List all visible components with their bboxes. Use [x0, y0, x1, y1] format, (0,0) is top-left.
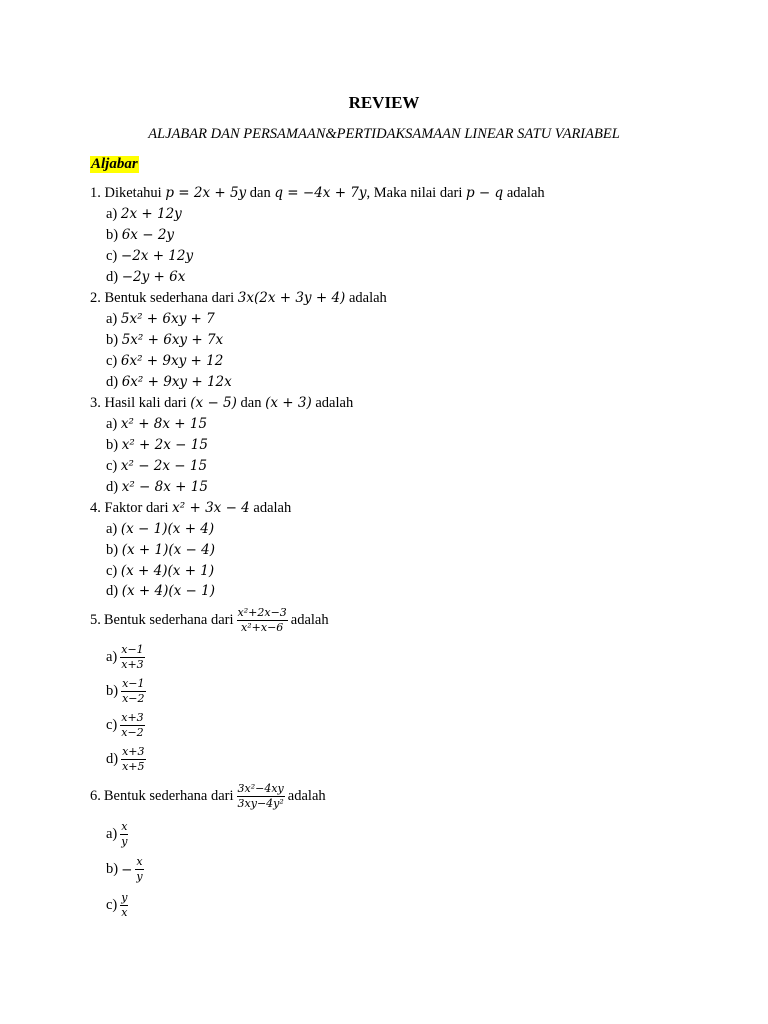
option-label: c) — [106, 353, 118, 369]
question-text: Faktor dari — [104, 500, 169, 516]
option-expression: (x + 4)(x + 1) — [120, 563, 215, 579]
fraction-numerator: x — [136, 855, 143, 868]
fraction-numerator: x — [121, 820, 128, 833]
answer-option[interactable] — [106, 437, 208, 454]
question-number: 4. — [90, 500, 101, 516]
fraction-expression — [120, 643, 144, 672]
fraction-expression — [237, 606, 288, 635]
fraction-expression — [121, 745, 145, 774]
option-label: d) — [106, 751, 119, 767]
question-text: Hasil kali dari — [104, 395, 187, 411]
answer-option[interactable] — [106, 248, 193, 265]
fraction-numerator: x+3 — [121, 711, 144, 724]
question-number: 3. — [90, 395, 101, 411]
option-expression: x² − 8x + 15 — [121, 479, 208, 495]
fraction-numerator: 3x²−4xy — [237, 782, 284, 795]
math-expression: (x − 5) — [190, 395, 237, 411]
option-expression: 5x² + 6xy + 7 — [120, 311, 215, 327]
question-number: 5. — [90, 612, 101, 628]
answer-option[interactable] — [106, 206, 182, 223]
answer-option[interactable] — [106, 416, 207, 433]
fraction-denominator: x+3 — [121, 658, 144, 671]
option-label: b) — [106, 332, 119, 348]
answer-option[interactable] — [106, 542, 215, 559]
option-label: d) — [106, 479, 119, 495]
question-1 — [90, 185, 545, 202]
option-label: a) — [106, 206, 118, 222]
answer-option[interactable] — [106, 711, 148, 740]
fraction-denominator: 3xy−4y² — [237, 797, 284, 810]
fraction-denominator: x−2 — [121, 726, 144, 739]
answer-option[interactable] — [106, 820, 131, 849]
option-label: c) — [106, 563, 118, 579]
option-label: b) — [106, 227, 119, 243]
option-expression: 5x² + 6xy + 7x — [121, 332, 224, 348]
option-expression: x² + 8x + 15 — [120, 416, 208, 432]
answer-option[interactable] — [106, 583, 215, 600]
option-expression: (x + 4)(x − 1) — [121, 583, 215, 599]
option-expression: 6x² + 9xy + 12x — [121, 374, 232, 390]
fraction-expression — [237, 782, 285, 811]
fraction-expression — [121, 677, 145, 706]
option-expression: (x − 1)(x + 4) — [120, 521, 215, 537]
option-label: d) — [106, 374, 119, 390]
question-4 — [90, 500, 291, 517]
option-expression: −2x + 12y — [120, 248, 194, 264]
math-expression: 3x(2x + 3y + 4) — [237, 290, 346, 306]
fraction-numerator: x−1 — [122, 677, 145, 690]
answer-option[interactable] — [106, 563, 214, 580]
question-text: adalah — [348, 290, 387, 306]
option-sign: − — [121, 861, 133, 878]
fraction-numerator: x²+2x−3 — [237, 606, 287, 619]
option-expression: 6x − 2y — [121, 227, 175, 243]
fraction-numerator: x+3 — [122, 745, 145, 758]
fraction-numerator: x−1 — [121, 643, 144, 656]
page-title: REVIEW — [348, 93, 420, 112]
question-text: , Maka nilai dari — [366, 185, 463, 201]
fraction-denominator: x−2 — [122, 692, 145, 705]
fraction-expression — [120, 891, 128, 920]
question-3 — [90, 395, 353, 412]
fraction-denominator: y — [136, 870, 143, 883]
question-text: Bentuk sederhana dari — [103, 612, 234, 628]
math-expression: (x + 3) — [265, 395, 312, 411]
fraction-expression — [120, 711, 144, 740]
answer-option[interactable] — [106, 677, 149, 706]
question-text: adalah — [287, 788, 326, 804]
question-text: Bentuk sederhana dari — [104, 290, 235, 306]
math-expression: q = −4x + 7y — [274, 185, 367, 201]
answer-option[interactable] — [106, 353, 223, 370]
option-label: c) — [106, 248, 118, 264]
option-label: b) — [106, 542, 119, 558]
option-label: c) — [106, 458, 118, 474]
answer-option[interactable] — [106, 311, 215, 328]
answer-option[interactable] — [106, 521, 214, 538]
question-text: adalah — [253, 500, 292, 516]
option-label: a) — [106, 826, 118, 842]
option-label: c) — [106, 717, 118, 733]
answer-option[interactable] — [106, 891, 131, 920]
section-heading: Aljabar — [91, 156, 138, 172]
math-expression: p − q — [466, 185, 504, 201]
option-label: a) — [106, 649, 118, 665]
fraction-denominator: y — [121, 835, 128, 848]
option-expression: 6x² + 9xy + 12 — [120, 353, 224, 369]
question-5 — [90, 606, 329, 635]
option-expression: (x + 1)(x − 4) — [121, 542, 215, 558]
option-label: b) — [106, 861, 119, 877]
answer-option[interactable] — [106, 269, 185, 286]
option-label: a) — [106, 416, 118, 432]
fraction-denominator: x+5 — [122, 760, 145, 773]
option-label: b) — [106, 683, 119, 699]
question-text: adalah — [506, 185, 545, 201]
answer-option[interactable] — [106, 745, 149, 774]
option-label: b) — [106, 437, 119, 453]
option-expression: −2y + 6x — [121, 269, 186, 285]
option-expression: x² − 2x − 15 — [120, 458, 208, 474]
option-label: c) — [106, 897, 118, 913]
math-expression: x² + 3x − 4 — [172, 500, 250, 516]
fraction-numerator: y — [121, 891, 128, 904]
answer-option[interactable] — [106, 332, 223, 349]
fraction-expression — [120, 820, 128, 849]
question-6 — [90, 782, 326, 811]
answer-option[interactable] — [106, 643, 148, 672]
question-number: 6. — [90, 788, 101, 804]
answer-option[interactable] — [106, 374, 232, 391]
question-2 — [90, 290, 387, 307]
question-text: dan — [249, 185, 271, 201]
question-text: adalah — [315, 395, 354, 411]
answer-option[interactable] — [106, 227, 174, 244]
fraction-denominator: x²+x−6 — [241, 621, 284, 634]
option-expression: x² + 2x − 15 — [121, 437, 208, 453]
question-text: Bentuk sederhana dari — [103, 788, 234, 804]
question-number: 1. — [90, 185, 101, 201]
fraction-expression — [135, 855, 143, 884]
answer-option[interactable] — [106, 458, 207, 475]
math-expression: p = 2x + 5y — [165, 185, 247, 201]
option-label: a) — [106, 311, 118, 327]
answer-option[interactable] — [106, 855, 147, 884]
question-number: 2. — [90, 290, 101, 306]
page-subtitle: ALJABAR DAN PERSAMAAN&PERTIDAKSAMAAN LINEAR SATU VARIABEL — [148, 126, 620, 142]
question-text: adalah — [290, 612, 329, 628]
option-label: d) — [106, 583, 119, 599]
question-text: Diketahui — [104, 185, 162, 201]
question-text: dan — [240, 395, 262, 411]
option-label: a) — [106, 521, 118, 537]
option-expression: 2x + 12y — [120, 206, 182, 222]
fraction-denominator: x — [121, 906, 128, 919]
option-label: d) — [106, 269, 119, 285]
answer-option[interactable] — [106, 479, 208, 496]
